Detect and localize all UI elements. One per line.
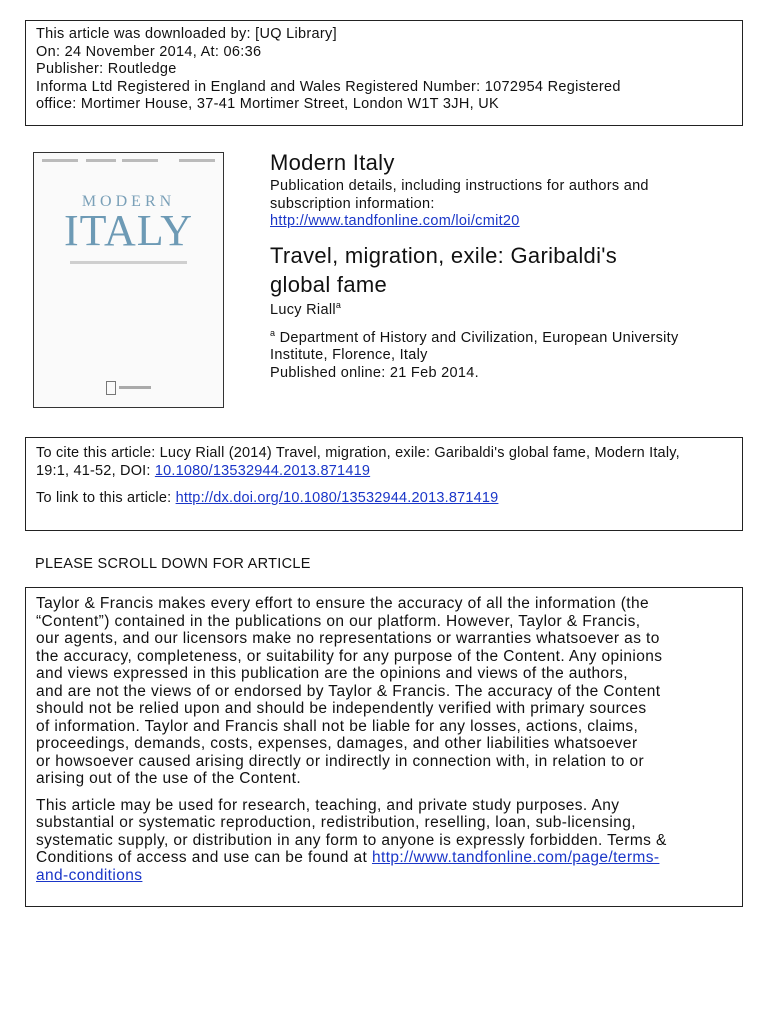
disclaimer-line: of information. Taylor and Francis shall not be liable for any losses, actions, claims, [36, 717, 639, 735]
usage-line: substantial or systematic reproduction, redistribution, reselling, loan, sub-licensing, [36, 814, 636, 831]
publication-details: Publication details, including instructions for authors and [270, 178, 649, 194]
disclaimer-line: should not be relied upon and should be independently verified with primary sources [36, 700, 647, 717]
cover-header-strip [42, 159, 215, 165]
download-line: This article was downloaded by: [UQ Library] [36, 26, 337, 42]
cover-tagline [70, 261, 187, 264]
download-line: Informa Ltd Registered in England and Wales Registered Number: 1072954 Registered [36, 78, 621, 95]
cover-title-main: ITALY [63, 206, 194, 255]
terms-link[interactable]: and-conditions [36, 866, 143, 884]
author-name: Lucy Riall [270, 301, 336, 318]
cite-line: 19:1, 41-52, DOI: [36, 462, 155, 479]
disclaimer-line: Taylor & Francis makes every effort to ensure the accuracy of all the information (the [36, 595, 650, 612]
journal-title: Modern Italy [270, 150, 395, 175]
usage-line: This article may be used for research, teaching, and private study purposes. Any [36, 796, 620, 814]
disclaimer-line: or howsoever caused arising directly or indirectly in connection with, in relation to or [36, 752, 645, 770]
article-doi-url-link[interactable]: http://dx.doi.org/10.1080/13532944.2013.871419 [175, 490, 499, 506]
disclaimer-line: the accuracy, completeness, or suitability for any purpose of the Content. Any opinions [36, 647, 663, 665]
journal-cover-image [33, 152, 224, 408]
disclaimer-line: our agents, and our licensors make no representations or warranties whatsoever as to [36, 630, 660, 647]
article-title-line: global fame [270, 272, 388, 297]
download-line: office: Mortimer House, 37-41 Mortimer Street, London W1T 3JH, UK [36, 96, 499, 112]
disclaimer-line: and are not the views of or endorsed by Taylor & Francis. The accuracy of the Content [36, 682, 661, 700]
doi-link[interactable]: 10.1080/13532944.2013.871419 [154, 462, 371, 479]
article-title [270, 241, 617, 299]
disclaimer-box [25, 587, 743, 907]
download-info-box [25, 20, 743, 126]
affiliation-marker: a [270, 328, 276, 338]
disclaimer-line: arising out of the use of the Content. [36, 770, 302, 787]
download-line: On: 24 November 2014, At: 06:36 [36, 43, 262, 60]
affiliation-text: Institute, Florence, Italy [270, 347, 428, 364]
published-date: Published online: 21 Feb 2014. [270, 364, 479, 381]
download-line: Publisher: Routledge [36, 61, 177, 77]
publication-details: subscription information: [270, 195, 435, 212]
affiliation [270, 325, 679, 382]
affiliation-text: Department of History and Civilization, European University [275, 329, 679, 346]
disclaimer-line: and views expressed in this publication are the opinions and views of the authors, [36, 665, 628, 682]
author-affiliation-marker: a [335, 300, 342, 310]
disclaimer-line: “Content”) contained in the publications on our platform. However, Taylor & Francis, [36, 612, 641, 630]
usage-line: systematic supply, or distribution in any form to anyone is expressly forbidden. Terms & [36, 831, 667, 849]
citation-box [25, 437, 743, 531]
cover-title-top: MODERN [81, 193, 176, 210]
scroll-notice: PLEASE SCROLL DOWN FOR ARTICLE [35, 556, 311, 572]
terms-link[interactable]: http://www.tandfonline.com/page/terms- [371, 849, 660, 866]
journal-url-link[interactable]: http://www.tandfonline.com/loi/cmit20 [270, 213, 520, 229]
author [270, 300, 341, 318]
usage-line: Conditions of access and use can be found at [36, 849, 372, 866]
routledge-logo-icon [106, 381, 152, 395]
cite-line: To cite this article: Lucy Riall (2014) Travel, migration, exile: Garibaldi's global fame, Modern Italy, [36, 445, 680, 461]
article-title-line: Travel, migration, exile: Garibaldi's [270, 243, 618, 268]
disclaimer-line: proceedings, demands, costs, expenses, damages, and other liabilities whatsoever [36, 735, 638, 752]
link-label: To link to this article: [36, 490, 176, 506]
